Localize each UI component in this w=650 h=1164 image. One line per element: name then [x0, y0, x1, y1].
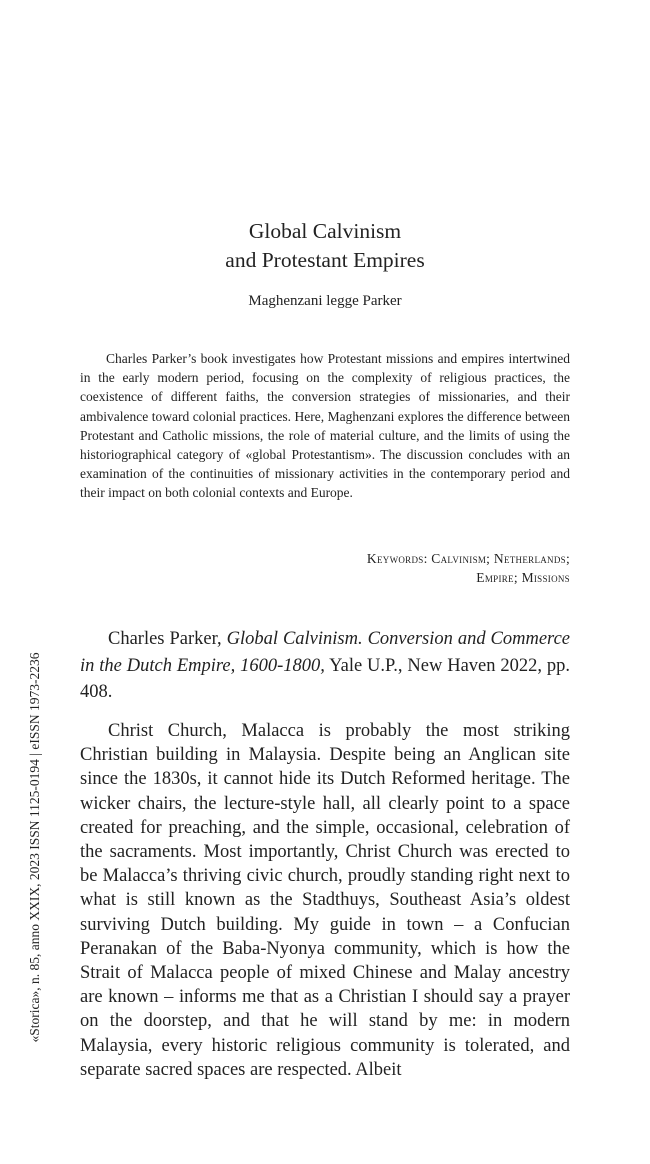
journal-info: «Storica», n. 85, anno XXIX, 2023 ISSN 1125-0194 | eISSN 1973-2236: [27, 652, 42, 1043]
article-title-line-1: Global Calvinism: [248, 219, 402, 243]
keywords: [270, 549, 570, 587]
citation-book-title: Global Calvinism. Conversion and Commerce in the Dutch Empire, 1600-1800,: [80, 629, 570, 676]
citation-details: Yale U.P., New Haven 2022, pp. 408.: [80, 655, 570, 702]
body-paragraph: Christ Church, Malacca is probably the most striking Christian building in Malaysia. Despite being an Anglican site since the 1830s, it cannot hide its Dutch Reformed heritage. The wicker chairs, the lecture-style hall, all clearly point to a space created for preaching, and the simple, occasional, celebration of the sacraments. Most importantly, Christ Church was erected to be Malacca’s thriving civic church, proudly standing right next to what is still known as the Stadthuys, Southeast Asia’s oldest surviving Dutch building. My guide in town – a Confucian Peranakan of the Baba-Nyonya community, which is how the Strait of Malacca people of mixed Chinese and Malay ancestry are known – informs me that as a Christian I should say a prayer on the doorstep, and that he will stand by me: in modern Malaysia, every historic religious community is tolerated, and separate sacred spaces are respected. Albeit: [80, 721, 570, 1080]
article-title: [0, 217, 650, 275]
keywords-line-2: Empire; Missions: [476, 570, 570, 585]
article-subtitle: Maghenzani legge Parker: [248, 293, 402, 309]
keywords-line-1: Keywords: Calvinism; Netherlands;: [366, 551, 570, 566]
citation-author: Charles Parker,: [108, 629, 227, 649]
abstract: Charles Parker’s book investigates how Protestant missions and empires intertwined in the early modern period, focusing on the complexity of religious practices, the coexistence of different faiths, the conversion strategies of missionaries, and their ambivalence toward colonial practices. Here, Maghenzani explores the difference between Protestant and Catholic missions, the role of material culture, and the limits of using the historiographical category of «global Protestantism». The discussion concludes with an examination of the continuities of missionary activities in the contemporary period and their impact on both colonial contexts and Europe.: [80, 351, 570, 501]
article-title-line-2: and Protestant Empires: [225, 248, 425, 272]
book-citation: [80, 626, 570, 706]
